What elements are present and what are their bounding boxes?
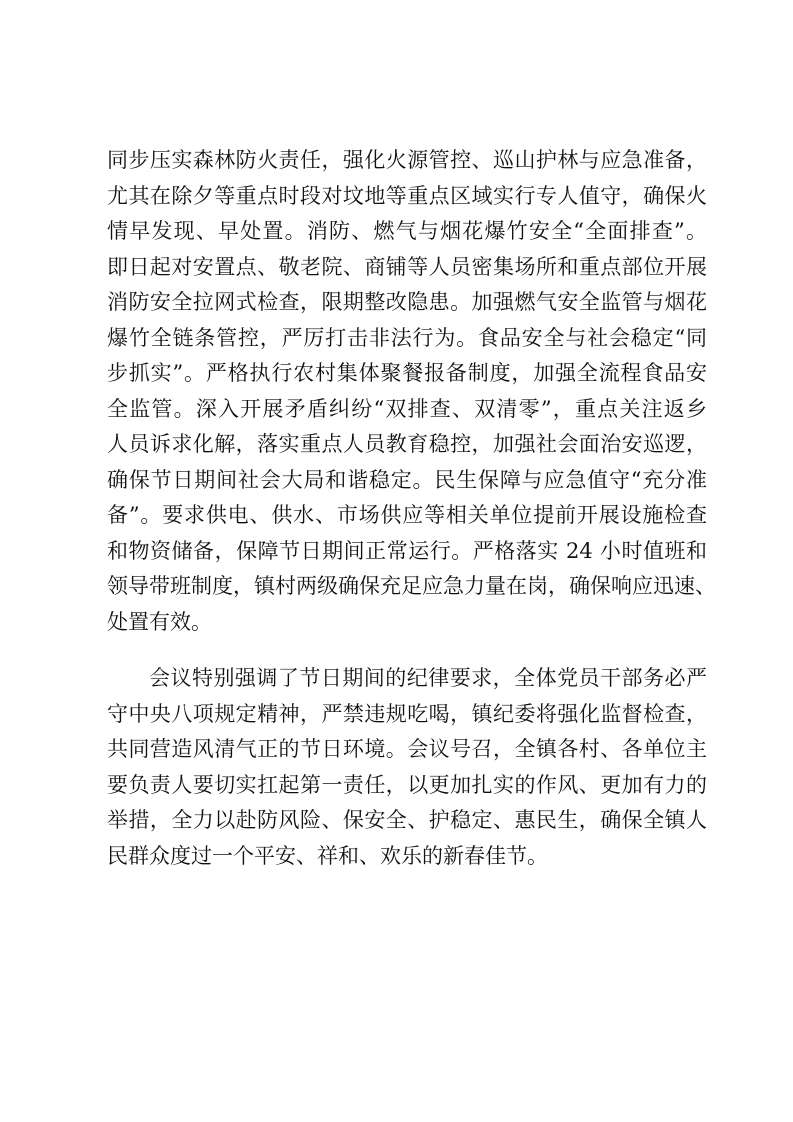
paragraph-line: 共同营造风清气正的节日环境。会议号召，全镇各村、各单位主 <box>107 737 707 761</box>
paragraph-line: 尤其在除夕等重点时段对坟地等重点区域实行专人值守，确保火 <box>107 183 707 208</box>
paragraph-line: 民群众度过一个平安、祥和、欢乐的新春佳节。 <box>107 843 548 868</box>
paragraph-line: 爆竹全链条管控，严厉打击非法行为。食品安全与社会稳定“同 <box>107 325 707 350</box>
paragraph-discipline-requirements <box>107 661 707 874</box>
paragraph-line: 和物资储备，保障节日期间正常运行。严格落实 24 小时值班和 <box>107 538 707 563</box>
paragraph-line: 领导带班制度，镇村两级确保充足应急力量在岗，确保响应迅速、 <box>107 574 716 598</box>
paragraph-line: 消防安全拉网式检查，限期整改隐患。加强燃气安全监管与烟花 <box>107 290 707 314</box>
paragraph-line: 人员诉求化解，落实重点人员教育稳控，加强社会面治安巡逻， <box>107 432 707 456</box>
paragraph-line: 要负责人要切实扛起第一责任，以更加扎实的作风、更加有力的 <box>107 772 707 797</box>
paragraph-line: 全监管。深入开展矛盾纠纷“双排查、双清零”，重点关注返乡 <box>107 396 707 421</box>
paragraph-line: 举措，全力以赴防风险、保安全、护稳定、惠民生，确保全镇人 <box>107 808 707 832</box>
paragraph-line: 确保节日期间社会大局和谐稳定。民生保障与应急值守“充分准 <box>107 467 707 492</box>
paragraph-line: 步抓实”。严格执行农村集体聚餐报备制度，加强全流程食品安 <box>107 361 707 385</box>
paragraph-line: 同步压实森林防火责任，强化火源管控、巡山护林与应急准备， <box>107 148 707 172</box>
paragraph-safety-measures <box>107 143 716 640</box>
paragraph-line: 会议特别强调了节日期间的纪律要求，全体党员干部务必严 <box>149 666 707 690</box>
paragraph-line: 情早发现、早处置。消防、燃气与烟花爆竹安全“全面排查”。 <box>107 219 707 243</box>
paragraph-line: 备”。要求供电、供水、市场供应等相关单位提前开展设施检查 <box>107 503 707 527</box>
paragraph-line: 处置有效。 <box>107 609 212 634</box>
paragraph-line: 守中央八项规定精神，严禁违规吃喝，镇纪委将强化监督检查， <box>107 701 707 726</box>
paragraph-line: 即日起对安置点、敬老院、商铺等人员密集场所和重点部位开展 <box>107 254 707 279</box>
